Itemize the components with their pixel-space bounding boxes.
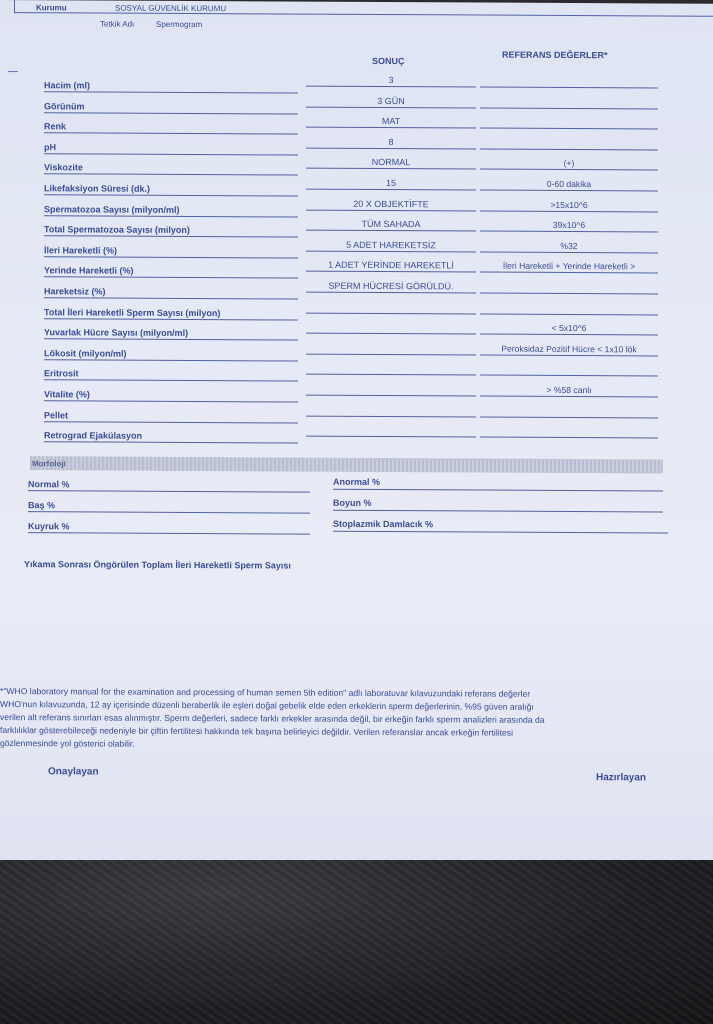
morphology-right-label: Stoplazmik Damlacık % bbox=[333, 518, 434, 530]
row-label-underline bbox=[44, 276, 298, 278]
row-result-underline bbox=[306, 168, 476, 170]
row-label-underline bbox=[44, 338, 298, 340]
row-result: NORMAL bbox=[371, 156, 411, 168]
row-result: MAT bbox=[381, 115, 401, 127]
row-reference: (+) bbox=[563, 157, 575, 169]
row-reference-underline bbox=[480, 231, 658, 233]
row-label-underline bbox=[44, 318, 298, 320]
row-reference bbox=[480, 97, 658, 98]
row-result bbox=[306, 425, 476, 426]
post-wash-label: Yıkama Sonrası Öngörülen Toplam İleri Hareketli Sperm Sayısı bbox=[24, 559, 291, 571]
institution-label: Kurumu bbox=[36, 3, 67, 13]
row-label: Eritrosit bbox=[44, 368, 79, 379]
footnote-line: WHO'nun kılavuzunda, 12 ay içerisinde düzenli beraberlik ile eşleri doğal gebelik elde eden erkeklerin sperm değerlerinin, %95 güven aralığı bbox=[0, 699, 534, 712]
row-result-underline bbox=[306, 251, 476, 253]
row-label: Hacim (ml) bbox=[44, 80, 91, 91]
row-label-underline bbox=[44, 441, 298, 443]
row-result bbox=[306, 405, 476, 406]
result-column-header: SONUÇ bbox=[372, 55, 405, 67]
row-reference-underline bbox=[480, 355, 658, 357]
row-label: Pellet bbox=[44, 410, 69, 421]
row-result bbox=[306, 343, 476, 344]
row-reference-underline bbox=[480, 211, 658, 213]
morphology-right-underline bbox=[333, 510, 663, 513]
row-result: 3 bbox=[388, 75, 394, 86]
row-label-underline bbox=[44, 173, 298, 175]
row-label: İleri Hareketli (%) bbox=[44, 245, 118, 256]
row-reference: > %58 canlı bbox=[546, 384, 592, 396]
row-reference bbox=[480, 406, 658, 407]
row-reference: İleri Hareketli + Yerinde Hareketli > bbox=[502, 260, 636, 272]
row-result-underline bbox=[306, 230, 476, 232]
institution-value: SOSYAL GÜVENLİK KURUMU bbox=[115, 3, 227, 14]
row-label: pH bbox=[44, 142, 56, 153]
margin-tick bbox=[8, 71, 18, 72]
row-result-underline bbox=[306, 416, 476, 418]
row-reference-underline bbox=[480, 149, 658, 151]
row-reference-underline bbox=[480, 375, 658, 377]
row-result-underline bbox=[306, 395, 476, 397]
row-label-underline bbox=[44, 194, 298, 196]
row-reference-underline bbox=[480, 334, 658, 336]
row-result-underline bbox=[306, 374, 476, 376]
footnote-line: verilen alt referans sınırları esas alınmıştır. Sperm değerleri, sadece farklı erkekler arasında değil, bir erkeğin farklı sperm analizleri arasında da bbox=[0, 712, 545, 725]
row-result-underline bbox=[306, 127, 476, 129]
row-reference bbox=[480, 282, 658, 283]
row-reference-underline bbox=[480, 87, 658, 89]
row-result: 20 X OBJEKTİFTE bbox=[353, 198, 429, 210]
row-label-underline bbox=[44, 132, 298, 134]
morphology-left-label: Kuyruk % bbox=[28, 521, 70, 532]
row-result: 3 GÜN bbox=[377, 95, 405, 107]
row-reference bbox=[480, 364, 658, 365]
row-reference: >15x10^6 bbox=[550, 199, 588, 211]
row-label: Renk bbox=[44, 121, 67, 132]
row-reference-underline bbox=[480, 128, 658, 130]
footnote-line: farklılıklar gösterebileceği nedeniyle bir çiftin fertilitesi hakkında tek başına belirleyici değildir. Verilen referanslar ancak erkeğin fertilitesi bbox=[0, 725, 514, 738]
row-label: Yerinde Hareketli (%) bbox=[44, 265, 134, 276]
row-result-underline bbox=[306, 333, 476, 335]
row-reference bbox=[480, 76, 658, 77]
morphology-left-label: Normal % bbox=[28, 479, 70, 490]
row-result-underline bbox=[306, 148, 476, 150]
row-label-underline bbox=[44, 256, 298, 258]
morphology-header-bar bbox=[30, 456, 663, 473]
row-reference: %32 bbox=[560, 240, 578, 252]
morphology-right-underline bbox=[333, 489, 663, 492]
test-name-value: Spermogram bbox=[156, 19, 203, 30]
row-label: Hareketsiz (%) bbox=[44, 286, 106, 297]
row-result bbox=[306, 384, 476, 385]
row-reference-underline bbox=[480, 272, 658, 274]
morphology-right-label: Anormal % bbox=[333, 476, 381, 487]
row-result-underline bbox=[306, 189, 476, 191]
row-reference-underline bbox=[480, 293, 658, 295]
row-label-underline bbox=[44, 421, 298, 423]
row-result-underline bbox=[306, 292, 476, 294]
row-reference: Peroksidaz Pozitif Hücre < 1x10 lök bbox=[501, 343, 637, 355]
row-label-underline bbox=[44, 400, 298, 402]
approved-by-label: Onaylayan bbox=[48, 766, 99, 778]
row-label: Görünüm bbox=[44, 101, 85, 112]
row-result-underline bbox=[306, 313, 476, 315]
row-label-underline bbox=[44, 112, 298, 114]
row-reference-underline bbox=[480, 169, 658, 171]
row-reference-underline bbox=[480, 417, 658, 419]
row-label-underline bbox=[44, 215, 298, 217]
row-result bbox=[306, 302, 476, 303]
row-reference-underline bbox=[480, 190, 658, 192]
row-label-underline bbox=[44, 297, 298, 299]
row-label: Retrograd Ejakülasyon bbox=[44, 430, 143, 441]
row-reference bbox=[480, 138, 658, 139]
row-result bbox=[306, 363, 476, 364]
row-result: 8 bbox=[388, 137, 394, 148]
row-result: SPERM HÜCRESİ GÖRÜLDÜ. bbox=[328, 280, 454, 292]
row-reference-underline bbox=[480, 252, 658, 254]
footnote-line: *"WHO laboratory manual for the examination and processing of human semen 5th edition" adlı laboratuvar kılavuzundaki referans değerler bbox=[0, 686, 531, 699]
row-label: Yuvarlak Hücre Sayısı (milyon/ml) bbox=[44, 327, 189, 338]
row-result: TÜM SAHADA bbox=[361, 218, 421, 230]
row-result-underline bbox=[306, 86, 476, 88]
row-reference-underline bbox=[480, 108, 658, 110]
row-result-underline bbox=[306, 436, 476, 438]
row-label: Total Spermatozoa Sayısı (milyon) bbox=[44, 224, 190, 235]
morphology-right-label: Boyun % bbox=[333, 497, 372, 508]
row-label-underline bbox=[44, 153, 298, 155]
row-result: 15 bbox=[385, 178, 396, 189]
row-label-underline bbox=[44, 91, 298, 93]
row-label: Vitalite (%) bbox=[44, 389, 90, 400]
row-reference-underline bbox=[480, 437, 658, 439]
morphology-left-label: Baş % bbox=[28, 500, 56, 511]
test-name-label: Tetkik Adı bbox=[100, 19, 135, 29]
row-label: Likefaksiyon Süresi (dk.) bbox=[44, 183, 151, 194]
row-reference bbox=[480, 117, 658, 118]
row-reference bbox=[480, 303, 658, 304]
desk-surface bbox=[0, 860, 713, 1024]
row-reference-underline bbox=[480, 314, 658, 316]
row-label: Viskozite bbox=[44, 162, 83, 173]
row-label: Lökosit (milyon/ml) bbox=[44, 348, 127, 359]
reference-column-header: REFERANS DEĞERLER* bbox=[502, 49, 608, 61]
row-result-underline bbox=[306, 354, 476, 356]
row-label: Total İleri Hareketli Sperm Sayısı (milyon) bbox=[44, 307, 221, 319]
row-result: 1 ADET YERİNDE HAREKETLİ bbox=[328, 259, 454, 271]
morphology-left-underline bbox=[28, 532, 310, 534]
morphology-right-underline bbox=[333, 531, 668, 534]
morphology-left-underline bbox=[28, 511, 310, 513]
row-result-underline bbox=[306, 271, 476, 273]
morphology-title: Morfoloji bbox=[32, 459, 66, 469]
row-reference: 0-60 dakika bbox=[546, 178, 592, 190]
row-reference bbox=[480, 426, 658, 427]
row-reference: < 5x10^6 bbox=[551, 322, 587, 334]
row-reference: 39x10^6 bbox=[552, 219, 586, 231]
prepared-by-label: Hazırlayan bbox=[596, 772, 647, 784]
row-result bbox=[306, 322, 476, 323]
row-result: 5 ADET HAREKETSİZ bbox=[346, 239, 436, 251]
footnote-line: gözlenmesinde yol gösterici olabilir. bbox=[0, 738, 135, 749]
row-reference-underline bbox=[480, 396, 658, 398]
row-label-underline bbox=[44, 359, 298, 361]
row-label-underline bbox=[44, 379, 298, 381]
morphology-left-underline bbox=[28, 490, 310, 492]
row-label-underline bbox=[44, 235, 298, 237]
row-result-underline bbox=[306, 107, 476, 109]
row-label: Spermatozoa Sayısı (milyon/ml) bbox=[44, 204, 180, 215]
row-result-underline bbox=[306, 210, 476, 212]
